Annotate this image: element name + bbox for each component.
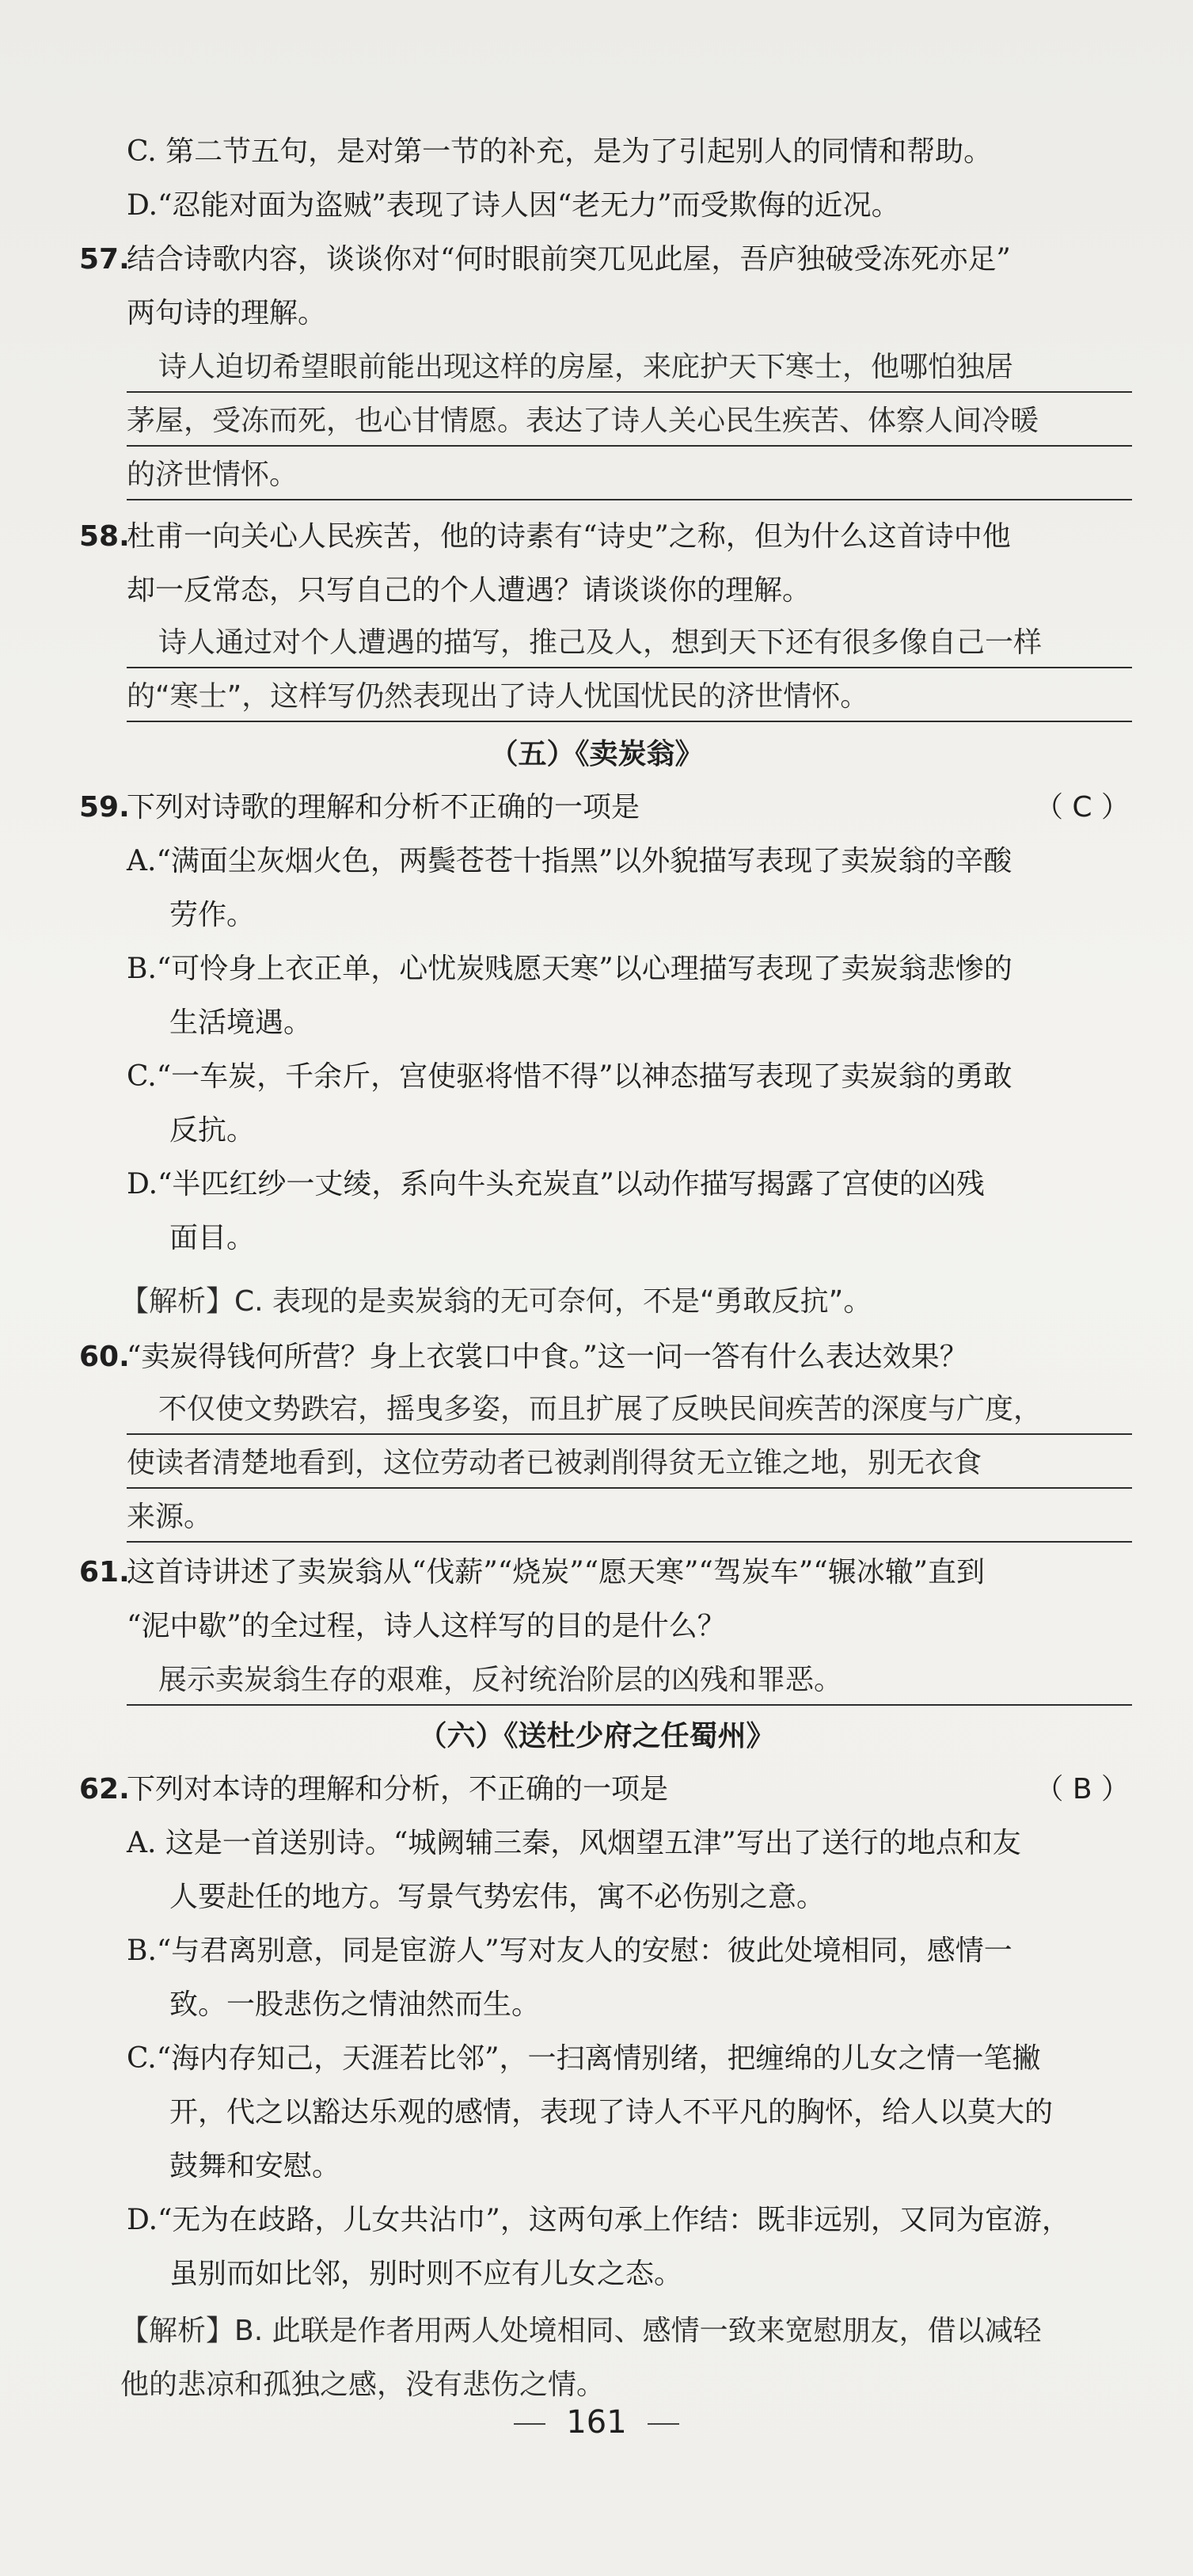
analysis-59: 【解析】C. 表现的是卖炭翁的无可奈何，不是“勇敢反抗”。 — [120, 1285, 872, 1318]
option-a-cont: 劳作。 — [169, 899, 256, 931]
analysis-62-line-2: 他的悲凉和孤独之感，没有悲伤之情。 — [120, 2369, 606, 2401]
question-57-text-cont: 两句诗的理解。 — [127, 297, 327, 329]
question-number: 60. — [79, 1341, 130, 1373]
question-61-text-cont: “泥中歇”的全过程，诗人这样写的目的是什么？ — [127, 1610, 726, 1642]
question-text: 下列对诗歌的理解和分析不正确的一项是 — [127, 791, 640, 824]
answer-60-line-1: 不仅使文势跌宕，摇曳多姿，而且扩展了反映民间疾苦的深度与广度， — [127, 1383, 1132, 1435]
option-d-cont: 虽别而如比邻，别时则不应有儿女之态。 — [169, 2258, 683, 2290]
option-b-cont: 生活境遇。 — [169, 1006, 313, 1039]
option-b: B.“可怜身上衣正单，心忧炭贱愿天寒”以心理描写表现了卖炭翁悲惨的 — [127, 953, 1013, 985]
answer-61-line-1: 展示卖炭翁生存的艰难，反衬统治阶层的凶残和罪恶。 — [127, 1653, 1132, 1706]
question-number: 59. — [79, 791, 130, 824]
option-c-cont: 反抗。 — [169, 1114, 256, 1147]
question-number: 61. — [79, 1556, 130, 1589]
answer-bracket: （ B ） — [1035, 1773, 1130, 1805]
question-text: “卖炭得钱何所营？身上衣裳口中食。”这一问一答有什么表达效果？ — [127, 1341, 968, 1373]
question-number: 62. — [79, 1773, 130, 1805]
section-heading-6: （六）《送杜少府之任蜀州》 — [418, 1719, 775, 1752]
answer-57-line-1: 诗人迫切希望眼前能出现这样的房屋，来庇护天下寒士，他哪怕独居 — [127, 341, 1132, 393]
answer-58-line-2: 的“寒士”，这样写仍然表现出了诗人忧国忧民的济世情怀。 — [127, 670, 1132, 722]
question-text: 结合诗歌内容，谈谈你对“何时眼前突兀见此屋，吾庐独破受冻死亦足” — [127, 243, 1011, 276]
question-text: 下列对本诗的理解和分析，不正确的一项是 — [127, 1773, 669, 1805]
option-a: A.“满面尘灰烟火色，两鬓苍苍十指黑”以外貌描写表现了卖炭翁的辛酸 — [127, 845, 1013, 877]
option-a: A. 这是一首送别诗。“城阙辅三秦，风烟望五津”写出了送行的地点和友 — [127, 1827, 1021, 1859]
option-b: B.“与君离别意，同是宦游人”写对友人的安慰：彼此处境相同，感情一 — [127, 1935, 1013, 1967]
section-heading-5: （五）《卖炭翁》 — [489, 737, 704, 771]
page-number-text: 161 — [566, 2404, 627, 2441]
option-c: C.“一车炭，千余斤，宫使驱将惜不得”以神态描写表现了卖炭翁的勇敢 — [127, 1060, 1013, 1093]
answer-60-line-3: 来源。 — [127, 1490, 1132, 1543]
question-number: 57. — [79, 243, 130, 276]
option-a-cont: 人要赴任的地方。写景气势宏伟，寓不必伤别之意。 — [169, 1881, 826, 1913]
dash-left — [514, 2423, 545, 2425]
answer-60-line-2: 使读者清楚地看到，这位劳动者已被剥削得贫无立锥之地，别无衣食 — [127, 1436, 1132, 1489]
answer-58-line-1: 诗人通过对个人遭遇的描写，推己及人，想到天下还有很多像自己一样 — [127, 616, 1132, 668]
page-number — [0, 2404, 1193, 2441]
analysis-62-line-1: 【解析】B. 此联是作者用两人处境相同、感情一致来宽慰朋友，借以减轻 — [120, 2315, 1042, 2347]
option-c-cont-2: 鼓舞和安慰。 — [169, 2150, 341, 2182]
question-58-text-cont: 却一反常态，只写自己的个人遭遇？请谈谈你的理解。 — [127, 574, 811, 607]
question-number: 58. — [79, 520, 130, 553]
option-d-previous: D.“忍能对面为盗贼”表现了诗人因“老无力”而受欺侮的近况。 — [127, 189, 900, 222]
option-d: D.“无为在歧路，儿女共沾巾”，这两句承上作结：既非远别，又同为宦游， — [127, 2204, 1070, 2236]
option-d-cont: 面目。 — [169, 1222, 256, 1254]
option-d: D.“半匹红纱一丈绫，系向牛头充炭直”以动作描写揭露了宫使的凶残 — [127, 1168, 985, 1200]
question-text: 杜甫一向关心人民疾苦，他的诗素有“诗史”之称，但为什么这首诗中他 — [127, 520, 1011, 553]
answer-bracket: （ C ） — [1034, 791, 1130, 824]
dash-right — [648, 2423, 679, 2425]
option-b-cont: 致。一股悲伤之情油然而生。 — [169, 1988, 541, 2021]
option-c-previous: C. 第二节五句，是对第一节的补充，是为了引起别人的同情和帮助。 — [127, 135, 993, 168]
option-c-cont: 开，代之以豁达乐观的感情，表现了诗人不平凡的胸怀，给人以莫大的 — [169, 2096, 1054, 2129]
answer-57-line-3: 的济世情怀。 — [127, 448, 1132, 500]
option-c: C.“海内存知己，天涯若比邻”，一扫离情别绪，把缠绵的儿女之情一笔撇 — [127, 2042, 1041, 2075]
answer-57-line-2: 茅屋，受冻而死，也心甘情愿。表达了诗人关心民生疾苦、体察人间冷暖 — [127, 394, 1132, 447]
question-text: 这首诗讲述了卖炭翁从“伐薪”“烧炭”“愿天寒”“驾炭车”“辗冰辙”直到 — [127, 1556, 986, 1589]
